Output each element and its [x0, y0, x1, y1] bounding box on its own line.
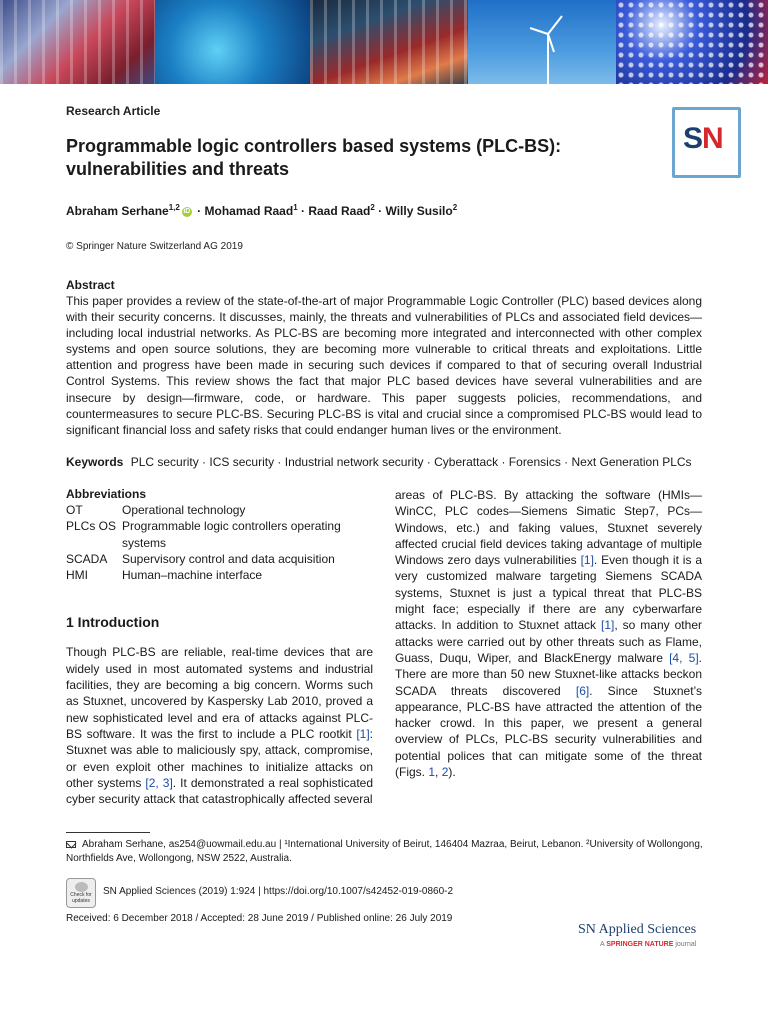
- abstract-body: This paper provides a review of the state-of-the-art of major Programmable Logic Controller (PLC) based devices along with their security concerns. It discusses, mainly, the threats and vulnerabilities of PLCs and associated field devices—including local industrial networks. As PLC-BS are becoming more integrated and interconnected with other complex systems and open source solutions, they are becoming more vulnerable to critical threats and exploitations. Little attention and progress have been made in securing such devices if compared to that of securing overall Industrial Control Systems. This review shows the fact that major PLC based devices have several vulnerabilities and are insecure by design—firmware, code, or hardware. This paper suggests policies, recommendations, and countermeasures to secure PLC-BS. Securing PLC-BS is vital and crucial since a compromised PLC-BS would lead to significant financial loss and safety risks that could endanger human lives or the environment.: [66, 294, 702, 437]
- banner-image-machine: [310, 0, 468, 84]
- article-type: Research Article: [66, 104, 161, 118]
- envelope-icon: [66, 841, 76, 848]
- citation-link[interactable]: [1]: [356, 726, 370, 741]
- right-column: [395, 487, 702, 780]
- orcid-icon[interactable]: iD: [183, 207, 191, 215]
- introduction-text-left: Though PLC-BS are reliable, real-time devices that are widely used in most automated systems and industrial facilities, they are becoming a big concern. Worms such as Stuxnet, uncovered by Kaspersky Lab 2010, proved a new sophisticated level and era of attacks against PLC-BS software. It was the first to include a PLC rootkit [1]: Stuxnet was able to maliciously spy, attack, compromise, or even exploit other machines to initialize attacks on other systems [2, 3]. It demonstrated a real sophisticated cyber security attack that catastrophically affected several: [66, 645, 373, 807]
- affiliation-footnote: Abraham Serhane, as254@uowmail.edu.au | ¹International University of Beirut, 146404 Mazraa, Beirut, Lebanon. ²University of Wollongong, Northfields Ave, Wollongong, NSW 2522, Australia.: [66, 839, 703, 864]
- banner-image-water: [155, 0, 310, 84]
- wind-turbine-icon: [528, 14, 568, 84]
- abbreviations-heading: Abbreviations: [66, 487, 147, 501]
- figure-link[interactable]: 2: [441, 765, 449, 780]
- author-name[interactable]: Willy Susilo: [385, 204, 453, 218]
- author-name[interactable]: Mohamad Raad: [204, 204, 294, 218]
- banner-image-wind-turbine: [468, 0, 616, 84]
- figure-link[interactable]: 1: [428, 765, 436, 780]
- journal-publisher: A SPRINGER NATURE journal: [600, 941, 697, 948]
- citation-link[interactable]: [1]: [601, 618, 615, 633]
- abbreviation-row: SCADA Supervisory control and data acquisition: [66, 551, 335, 566]
- header-banner: [0, 0, 768, 84]
- banner-image-lab: [0, 0, 155, 84]
- left-column: [66, 487, 373, 807]
- abbreviation-row: PLCs OS Programmable logic controllers operating systems: [66, 519, 341, 550]
- introduction-text-right: areas of PLC-BS. By attacking the software (HMIs—WinCC, PLC codes—Siemens Simatic Step7, PCs—Windows, etc.) and faking values, Stuxnet severely affected crucial field devices taking advantage of multiple Windows zero days vulnerabilities [1]. Even though it is a very customized malware targeting Siemens SCADA systems, Stuxnet is just a typical threat that PLC-BS might face; especially if there are any cyberwarfare attacks. In addition to Stuxnet attack [1], so many other attacks were carried out by other threats such as Flame, Guass, Duqu, Wiper, and BlackEnergy malware [4, 5]. There are more than 50 new Stuxnet-like attacks beckon SCADA threats discovered [6]. Since Stuxnet’s appearance, PLC-BS have attracted the attention of the hacker crowd. In this paper, we present a general overview of PLCs, PLC-BS security vulnerabilities and potential polices that can mitigate some of the threat (Figs. 1, 2).: [395, 488, 703, 780]
- copyright-notice: © Springer Nature Switzerland AG 2019: [66, 241, 243, 252]
- abbreviation-row: HMI Human–machine interface: [66, 568, 263, 583]
- citation-link[interactable]: [1]: [580, 553, 594, 568]
- keywords-label: Keywords: [66, 455, 124, 469]
- keywords-text: PLC security · ICS security · Industrial network security · Cyberattack · Forensics · Next Generation PLCs: [130, 455, 692, 469]
- citation-link[interactable]: [6]: [575, 683, 590, 698]
- journal-name: SN Applied Sciences: [578, 922, 697, 937]
- abstract-heading: Abstract: [66, 278, 115, 292]
- section-heading-introduction: 1 Introduction: [66, 614, 160, 631]
- footnote-divider: [66, 832, 150, 833]
- publication-dates: Received: 6 December 2018 / Accepted: 28 June 2019 / Published online: 26 July 2019: [66, 913, 453, 924]
- check-for-updates-badge[interactable]: Check for updates: [66, 878, 96, 908]
- author-name[interactable]: Abraham Serhane: [66, 204, 169, 218]
- author-list: Abraham Serhane$^{1,2}$ iD · Mohamad Raad$^1$ · Raad Raad$^2$ · Willy Susilo$^2$: [66, 203, 458, 218]
- article-title: Programmable logic controllers based systems (PLC-BS): vulnerabilities and threats: [66, 136, 562, 179]
- keywords: [66, 455, 706, 469]
- author-name[interactable]: Raad Raad: [308, 204, 371, 218]
- banner-image-cells: [616, 0, 768, 84]
- sn-logo: SN: [672, 107, 741, 178]
- citation-link[interactable]: [4, 5]: [669, 650, 699, 665]
- abbreviation-row: OT Operational technology: [66, 503, 246, 517]
- citation-link[interactable]: [2, 3]: [145, 775, 173, 790]
- citation-info[interactable]: SN Applied Sciences (2019) 1:924 | https://doi.org/10.1007/s42452-019-0860-2: [103, 886, 454, 897]
